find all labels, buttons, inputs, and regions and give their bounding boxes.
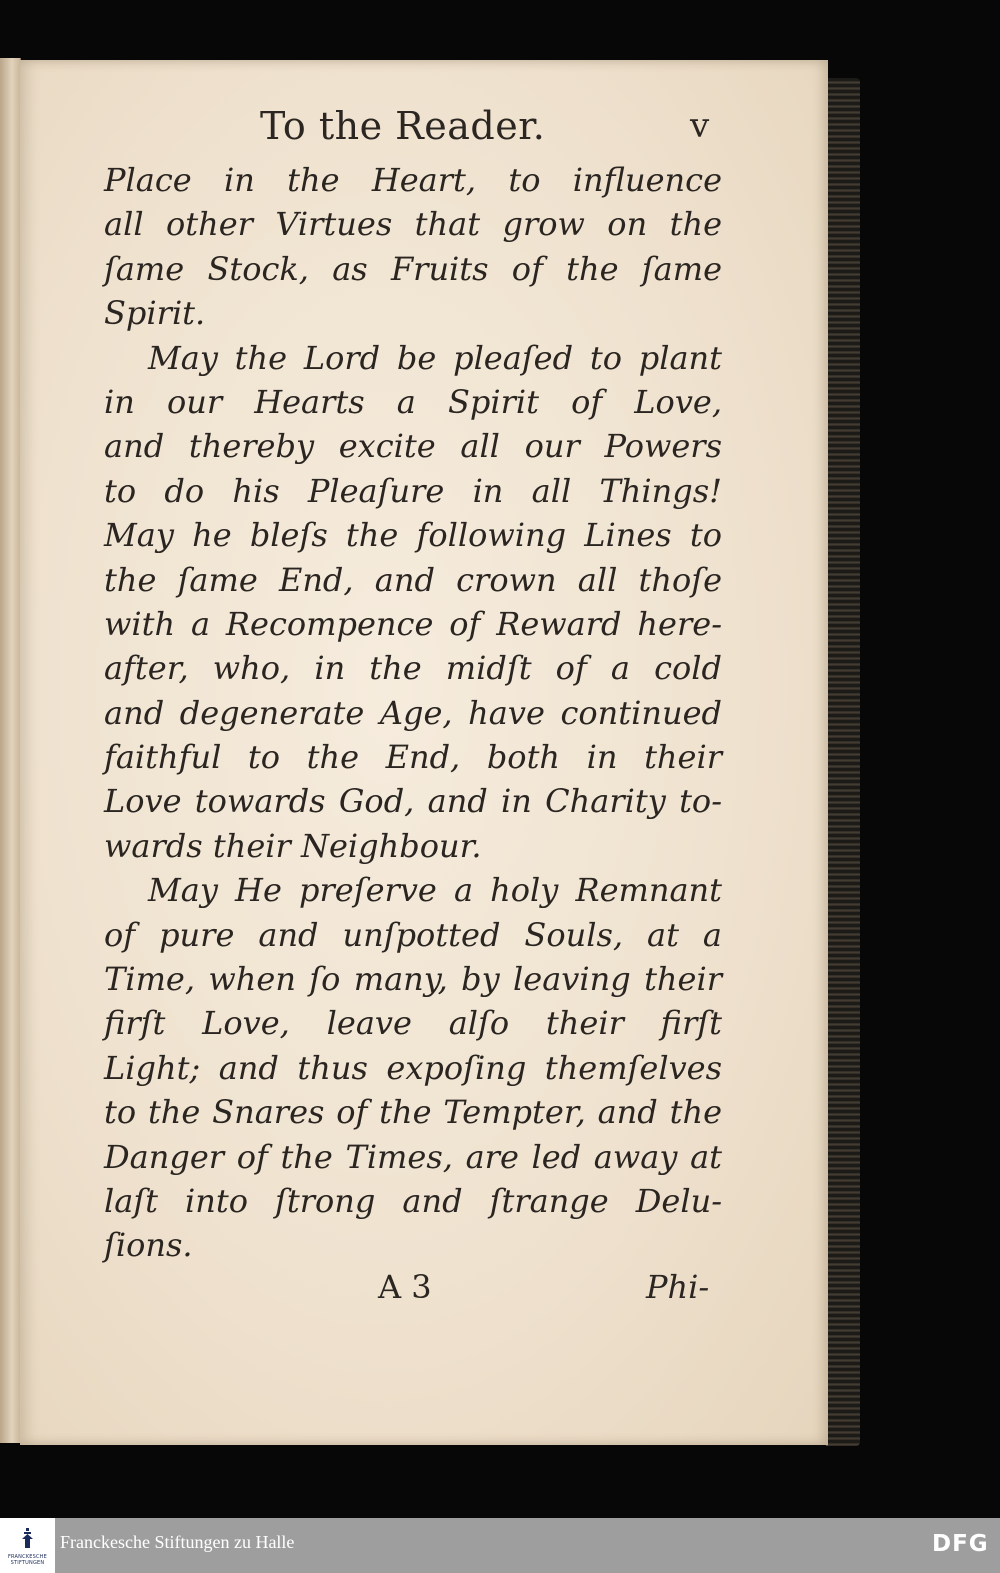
text-line: Danger of the Times, are led away at [104, 1137, 722, 1176]
text-line: ſame Stock, as Fruits of the ſame [104, 249, 722, 288]
text-line: all other Virtues that grow on the [104, 205, 722, 244]
text-line: and thereby excite all our Powers [104, 427, 722, 466]
text-line: laſt into ſtrong and ſtrange Delu- [104, 1181, 722, 1220]
running-title: To the Reader. [260, 104, 546, 148]
institution-name: Franckesche Stiftungen zu Halle [60, 1532, 295, 1552]
text-line: May He preſerve a holy Remnant [148, 871, 722, 910]
text-line: and degenerate Age, have continued [104, 693, 722, 732]
text-line: of pure and unſpotted Souls, at a [104, 915, 722, 954]
text-line: firſt Love, leave alſo their firſt [104, 1004, 722, 1043]
signature-mark: A 3 [378, 1268, 432, 1306]
text-line: Time, when ſo many, by leaving their [104, 960, 722, 999]
text-line: Spirit. [104, 294, 206, 333]
logo-caption [0, 1554, 55, 1566]
book-edge [826, 78, 860, 1446]
book-page [20, 60, 828, 1445]
text-line: in our Hearts a Spirit of Love, [104, 382, 722, 421]
eagle-emblem-icon [19, 1526, 36, 1550]
logo-caption-line: STIFTUNGEN [10, 1560, 45, 1566]
text-line: Place in the Heart, to influence [104, 161, 722, 199]
text-line: Love towards God, and in Charity to- [104, 782, 722, 821]
running-head [20, 104, 828, 154]
text-line: wards their Neighbour. [104, 826, 482, 865]
catchword: Phi- [646, 1268, 710, 1306]
text-line: the ſame End, and crown all thoſe [104, 560, 722, 599]
signature-line [20, 1268, 828, 1318]
text-line: to do his Pleaſure in all Things! [104, 471, 722, 510]
text-line: Light; and thus expoſing themſelves [104, 1048, 722, 1087]
page-number: v [690, 106, 710, 146]
text-line: with a Recompence of Reward here- [104, 604, 722, 643]
logo-caption-line: FRANCKESCHE [7, 1554, 48, 1560]
dfg-logo[interactable]: DFG [932, 1531, 989, 1557]
text-line: faithful to the End, both in their [104, 738, 722, 777]
institution-logo[interactable] [0, 1518, 55, 1573]
text-line: after, who, in the midſt of a cold [104, 649, 722, 688]
text-line: to the Snares of the Tempter, and the [104, 1093, 722, 1132]
left-page-edge [0, 58, 21, 1443]
viewer-footer [0, 1518, 1000, 1573]
text-line: May the Lord be pleaſed to plant [148, 338, 722, 377]
body-text [104, 158, 722, 1268]
text-line: May he bleſs the following Lines to [104, 516, 722, 555]
text-line: ſions. [104, 1226, 193, 1265]
